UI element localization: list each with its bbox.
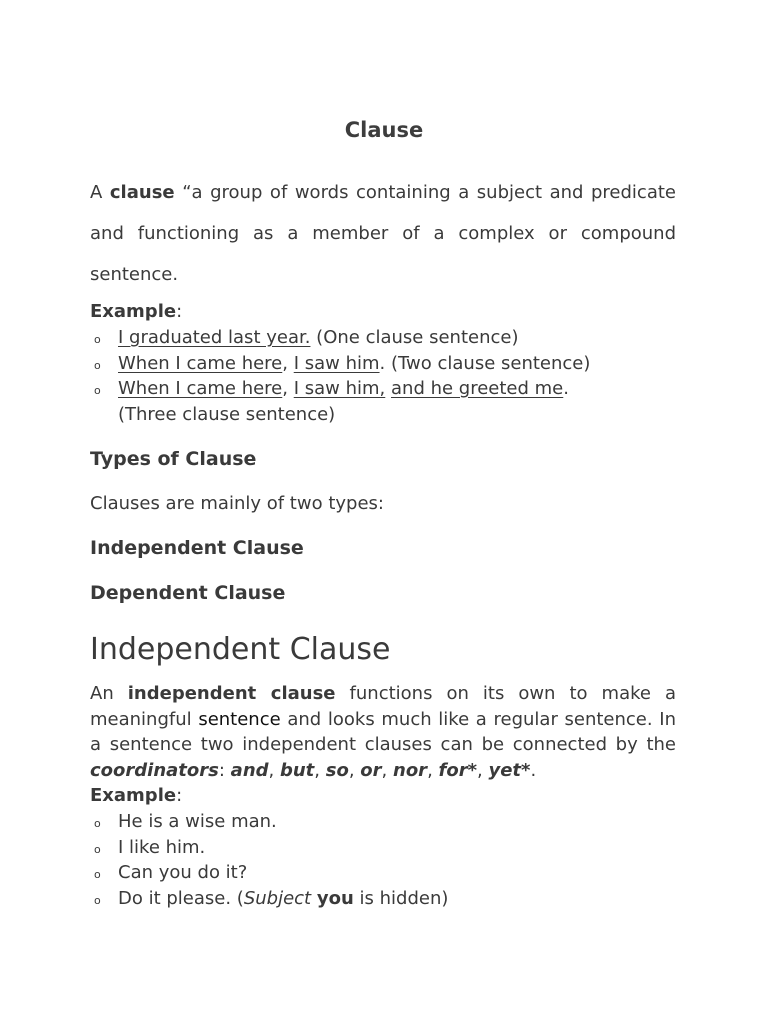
independent-clause-term: independent clause — [127, 683, 336, 704]
list-item: o Can you do it? — [90, 860, 676, 886]
subject-word: Subject — [243, 887, 312, 909]
coordinator-nor: nor — [393, 759, 428, 781]
page-title: Clause — [344, 118, 424, 142]
bullet-icon: o — [94, 384, 101, 397]
list-item: o When I came here, I saw him, and he greeted me. (Three clause sentence) — [94, 378, 569, 425]
bullet-icon: o — [94, 817, 101, 830]
coordinator-and: and — [230, 759, 269, 781]
clause-definition — [90, 172, 676, 295]
intro-term: clause — [109, 182, 175, 203]
bullet-icon: o — [94, 868, 101, 881]
coordinators-label: coordinators — [90, 759, 219, 781]
coordinator-so: so — [325, 759, 349, 781]
you-word: you — [316, 887, 354, 909]
example-list-1 — [90, 325, 676, 427]
coordinator-but: but — [279, 759, 315, 781]
list-item: o Do it please. (Subject you is hidden) — [90, 886, 676, 912]
types-heading: Types of Clause — [90, 448, 257, 470]
example-section-1: Example: o I graduated last year. (One clause sentence) o When I came here, I saw him. (Two clause sentence) o When I came here, I saw him, and he greeted me. (Three clause sentence) — [90, 299, 676, 427]
list-item: o He is a wise man. — [90, 809, 676, 835]
example-continuation: (Three clause sentence) — [118, 403, 336, 425]
list-item: o I graduated last year. (One clause sentence) — [90, 325, 676, 351]
section-heading: Independent Clause — [90, 632, 391, 667]
bullet-icon: o — [94, 893, 101, 907]
sentence-word: sentence — [198, 708, 281, 730]
bullet-icon: o — [94, 842, 101, 856]
list-item: o When I came here, I saw him. (Two clause sentence) — [90, 351, 676, 377]
bullet-icon: o — [94, 333, 101, 346]
example-label-2: Example — [90, 785, 177, 806]
independent-clause-paragraph: An independent clause functions on its own to make a meaningful sentence and looks much like a regular sentence. In a sentence two independent clauses can be connected by the coordinators: and, but, so, or, nor, for*, yet*. Example: o He is a wise man. o I like him. o Can you do it? o Do it please. (Subject you is hidden) — [90, 681, 676, 911]
bullet-icon: o — [94, 358, 101, 372]
type-dependent: Dependent Clause — [90, 582, 286, 604]
types-intro: Clauses are mainly of two types: — [90, 493, 384, 514]
example-list-2 — [90, 809, 676, 911]
intro-lead: A — [90, 182, 103, 203]
intro-rest: “a group of words containing a subject and predicate and functioning as a member of a complex or compound sentence. — [90, 182, 676, 285]
coordinator-yet: yet* — [488, 759, 531, 781]
coordinator-or: or — [360, 759, 382, 781]
coordinator-for: for* — [438, 759, 478, 781]
example-label: Example — [90, 301, 177, 322]
type-independent: Independent Clause — [90, 537, 304, 559]
list-item: o I like him. — [90, 835, 676, 861]
